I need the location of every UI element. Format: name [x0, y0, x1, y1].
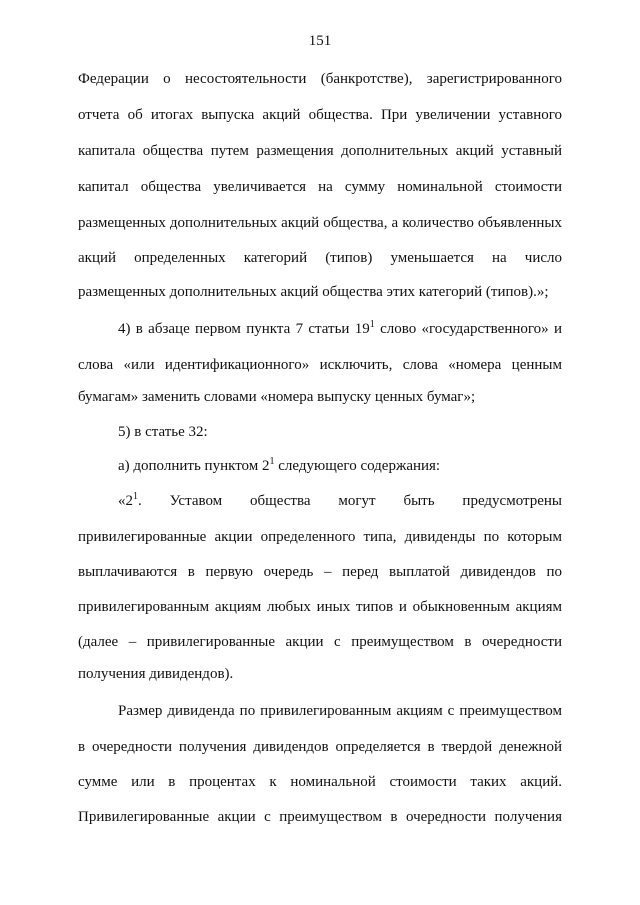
text-line: а) дополнить пунктом $2^1$ следующего содержания:	[118, 456, 441, 474]
text-line: (далее – привилегированные акции с преимуществом в очередности	[78, 634, 562, 650]
text-line: отчета об итогах выпуска акций общества. При увеличении уставного	[78, 107, 562, 123]
text-line: капитала общества путем размещения дополнительных акций уставный	[78, 143, 562, 159]
text-line: привилегированным акциям любых иных типов и обыкновенным акциям	[78, 599, 562, 615]
text-line: Размер дивиденда по привилегированным акциям с преимуществом	[118, 703, 562, 719]
text-line: слова «или идентификационного» исключить, слова «номера ценным	[78, 357, 562, 373]
text-line: сумме или в процентах к номинальной стоимости таких акций.	[78, 774, 562, 790]
text-line: 5) в статье 32:	[118, 424, 208, 440]
text-line: выплачиваются в первую очередь – перед выплатой дивидендов по	[78, 564, 562, 580]
superscript: 1	[269, 456, 275, 467]
text-line: размещенных дополнительных акций общества этих категорий (типов).»;	[78, 284, 549, 300]
text-line: бумагам» заменить словами «номера выпуску ценных бумаг»;	[78, 389, 476, 405]
text-line: в очередности получения дивидендов определяется в твердой денежной	[78, 739, 562, 755]
text-line: получения дивидендов).	[78, 666, 234, 682]
text-line: акций определенных категорий (типов) уменьшается на число	[78, 250, 562, 266]
text-line: Федерации о несостоятельности (банкротстве), зарегистрированного	[78, 71, 562, 87]
text-line: капитал общества увеличивается на сумму номинальной стоимости	[78, 179, 562, 195]
text-line: привилегированные акции определенного типа, дивиденды по которым	[78, 529, 562, 545]
text-line: «$2^1$. Уставом общества могут быть предусмотрены	[118, 491, 562, 509]
text-line: размещенных дополнительных акций общества, а количество объявленных	[78, 215, 562, 231]
superscript: 1	[369, 319, 375, 330]
superscript: 1	[133, 491, 138, 502]
text-line: 4) в абзаце первом пункта 7 статьи $19^1$ слово «государственного» и	[118, 319, 563, 337]
page-number: 151	[308, 33, 332, 49]
text-line: Привилегированные акции с преимуществом в очередности получения	[78, 809, 562, 825]
